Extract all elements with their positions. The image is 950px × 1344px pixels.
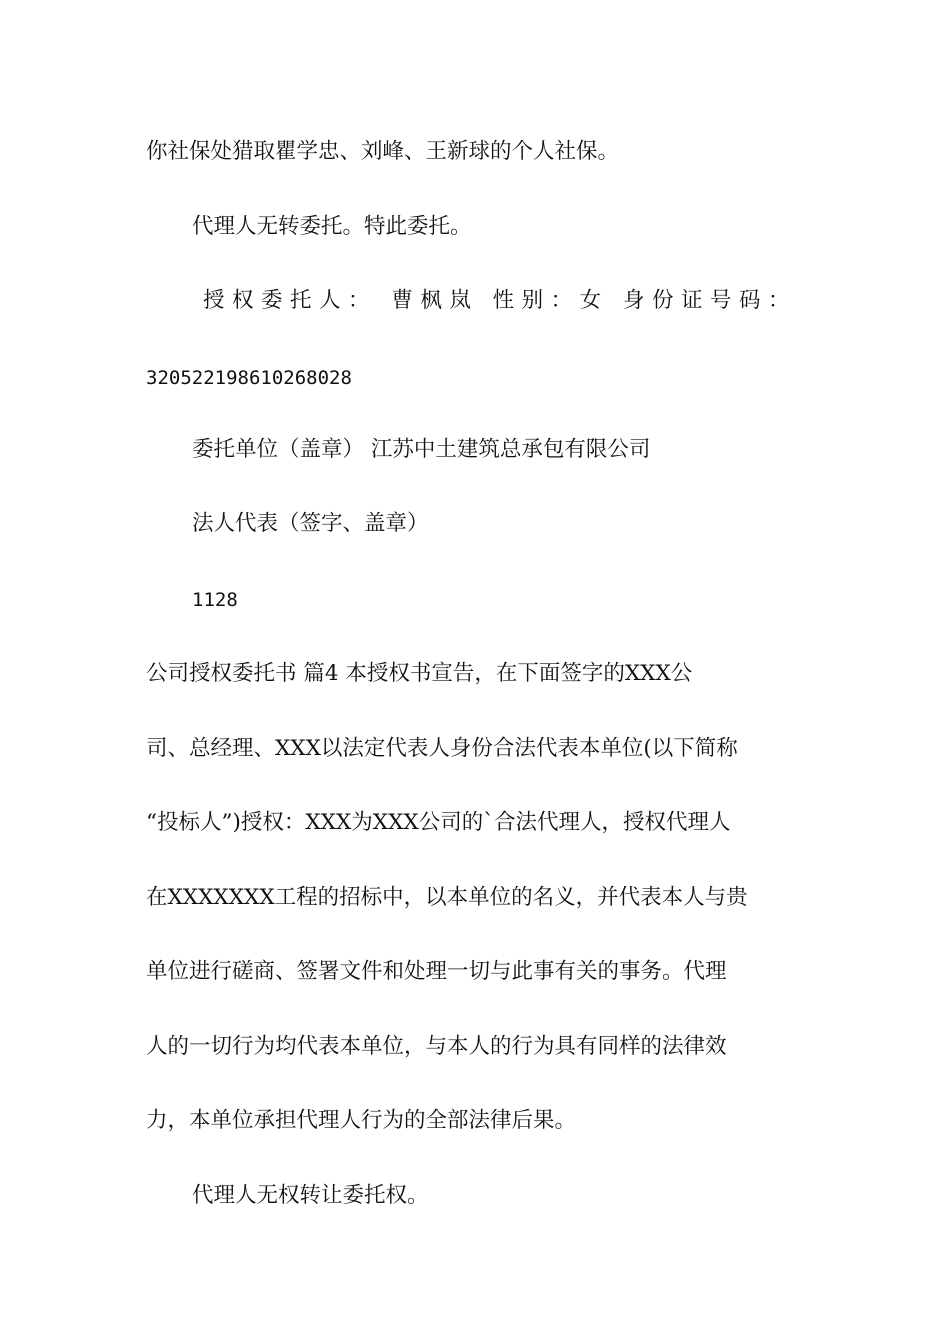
paragraph-line: 授权委托人： 曹枫岚 性别：女 身份证号码： xyxy=(203,288,798,313)
id-number-line: 320522198610268028 xyxy=(146,367,352,389)
paragraph-line: 代理人无转委托。特此委托。 xyxy=(192,214,472,239)
paragraph-line: 你社保处猎取瞿学忠、刘峰、王新球的个人社保。 xyxy=(146,139,620,164)
paragraph-line: 委托单位（盖章） 江苏中土建筑总承包有限公司 xyxy=(192,437,651,462)
paragraph-line: 法人代表（签字、盖章） xyxy=(192,511,429,536)
paragraph-line: 司、总经理、XXX以法定代表人身份合法代表本单位(以下简称 xyxy=(146,736,738,761)
paragraph-line: 在XXXXXXX工程的招标中，以本单位的名义，并代表本人与贵 xyxy=(146,885,748,910)
paragraph-line: “投标人”)授权：XXX为XXX公司的`合法代理人，授权代理人 xyxy=(146,810,731,835)
paragraph-line: 单位进行磋商、签署文件和处理一切与此事有关的事务。代理 xyxy=(146,959,727,984)
paragraph-line: 公司授权委托书 篇4 本授权书宣告，在下面签字的XXX公 xyxy=(146,661,693,686)
paragraph-line: 代理人无权转让委托权。 xyxy=(192,1183,429,1208)
paragraph-line: 力，本单位承担代理人行为的全部法律后果。 xyxy=(146,1108,577,1133)
paragraph-line: 人的一切行为均代表本单位，与本人的行为具有同样的法律效 xyxy=(146,1034,727,1059)
number-line: 1128 xyxy=(192,589,238,611)
